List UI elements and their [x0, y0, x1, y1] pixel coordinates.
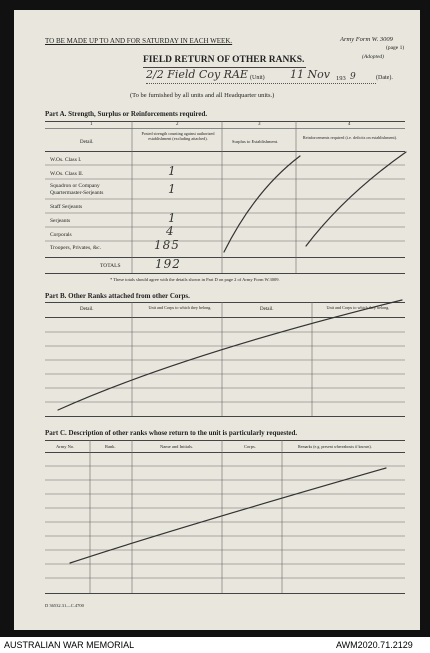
archive-footer	[0, 637, 430, 653]
furnish-note: (To be furnished by all units and all Headquarter units.)	[130, 92, 275, 99]
row-label: W.Os. Class I.	[50, 157, 82, 163]
col-num-3: 3	[258, 122, 261, 127]
form-reference: Army Form W. 3009	[340, 36, 393, 43]
part-c-col-name: Name and Initials.	[160, 444, 194, 449]
form-adopted: (Adopted)	[362, 54, 384, 60]
strength-value: 1	[168, 211, 176, 225]
col-header-surplus: Surplus to Establishment.	[232, 139, 279, 144]
row-label: Serjeants	[50, 218, 71, 224]
strength-value: 1	[168, 182, 176, 196]
strength-value: 1	[168, 164, 176, 178]
handwritten-strike-marks	[58, 152, 406, 563]
date-label: (Date).	[376, 75, 393, 81]
col-num-1: 1	[90, 122, 93, 127]
col-header-reinforcements: Reinforcements required (i.e. deficits on establishment).	[302, 135, 398, 140]
print-reference: D 36532.31—C.4700	[45, 603, 84, 608]
instruction-text: TO BE MADE UP TO AND FOR SATURDAY IN EACH WEEK.	[45, 37, 233, 45]
date-value: 11 Nov	[290, 68, 330, 81]
part-a-footnote: * These totals should agree with the details shown in Part D on page 2 of Army Form W.3009.	[110, 277, 280, 282]
row-label: Squadron or Company Quartermaster-Serjeants	[50, 183, 104, 196]
col-num-2: 2	[176, 122, 179, 127]
part-b-col-unit-1: Unit and Corps to which they belong.	[148, 305, 212, 310]
part-c-col-army-no: Army No.	[56, 444, 75, 449]
unit-label: (Unit)	[250, 75, 265, 81]
strength-value: 4	[166, 224, 174, 238]
row-label: W.Os. Class II.	[50, 171, 84, 177]
part-c-title: Part C. Description of other ranks whose return to the unit is particularly requested.	[45, 429, 298, 437]
row-label: Troopers, Privates, &c.	[50, 245, 101, 251]
part-c-col-rank: Rank.	[105, 444, 116, 449]
year-prefix: 193	[336, 75, 346, 82]
archive-ref: AWM2020.71.2129	[336, 640, 413, 650]
part-a-title: Part A. Strength, Surplus or Reinforcements required.	[45, 110, 208, 118]
part-c-col-corps: Corps.	[244, 444, 256, 449]
strength-value: 185	[154, 238, 180, 252]
part-b-col-unit-2: Unit and Corps to which they belong.	[326, 305, 390, 310]
archive-name: AUSTRALIAN WAR MEMORIAL	[4, 640, 135, 650]
form-page-number: (page 1)	[386, 45, 405, 51]
col-header-strength: Posted strength counting against authorized establishment (excluding attached).	[141, 131, 215, 141]
row-label: Corporals	[50, 232, 72, 238]
row-label: Staff Serjeants	[50, 204, 83, 210]
year-value: 9	[350, 72, 356, 82]
unit-value: 2/2 Field Coy RAE	[146, 68, 248, 81]
col-header-detail: Detail.	[80, 140, 94, 145]
col-num-4: 4	[348, 122, 351, 127]
form-title: FIELD RETURN OF OTHER RANKS.	[143, 55, 305, 65]
totals-value: 192	[155, 257, 181, 271]
part-c-col-remarks: Remarks (e.g. present whereabouts if known).	[298, 444, 372, 449]
part-b-col-detail-2: Detail.	[260, 307, 274, 312]
part-b-col-detail-1: Detail.	[80, 307, 94, 312]
part-b-title: Part B. Other Ranks attached from other Corps.	[45, 292, 190, 300]
totals-label: TOTALS	[100, 263, 121, 269]
